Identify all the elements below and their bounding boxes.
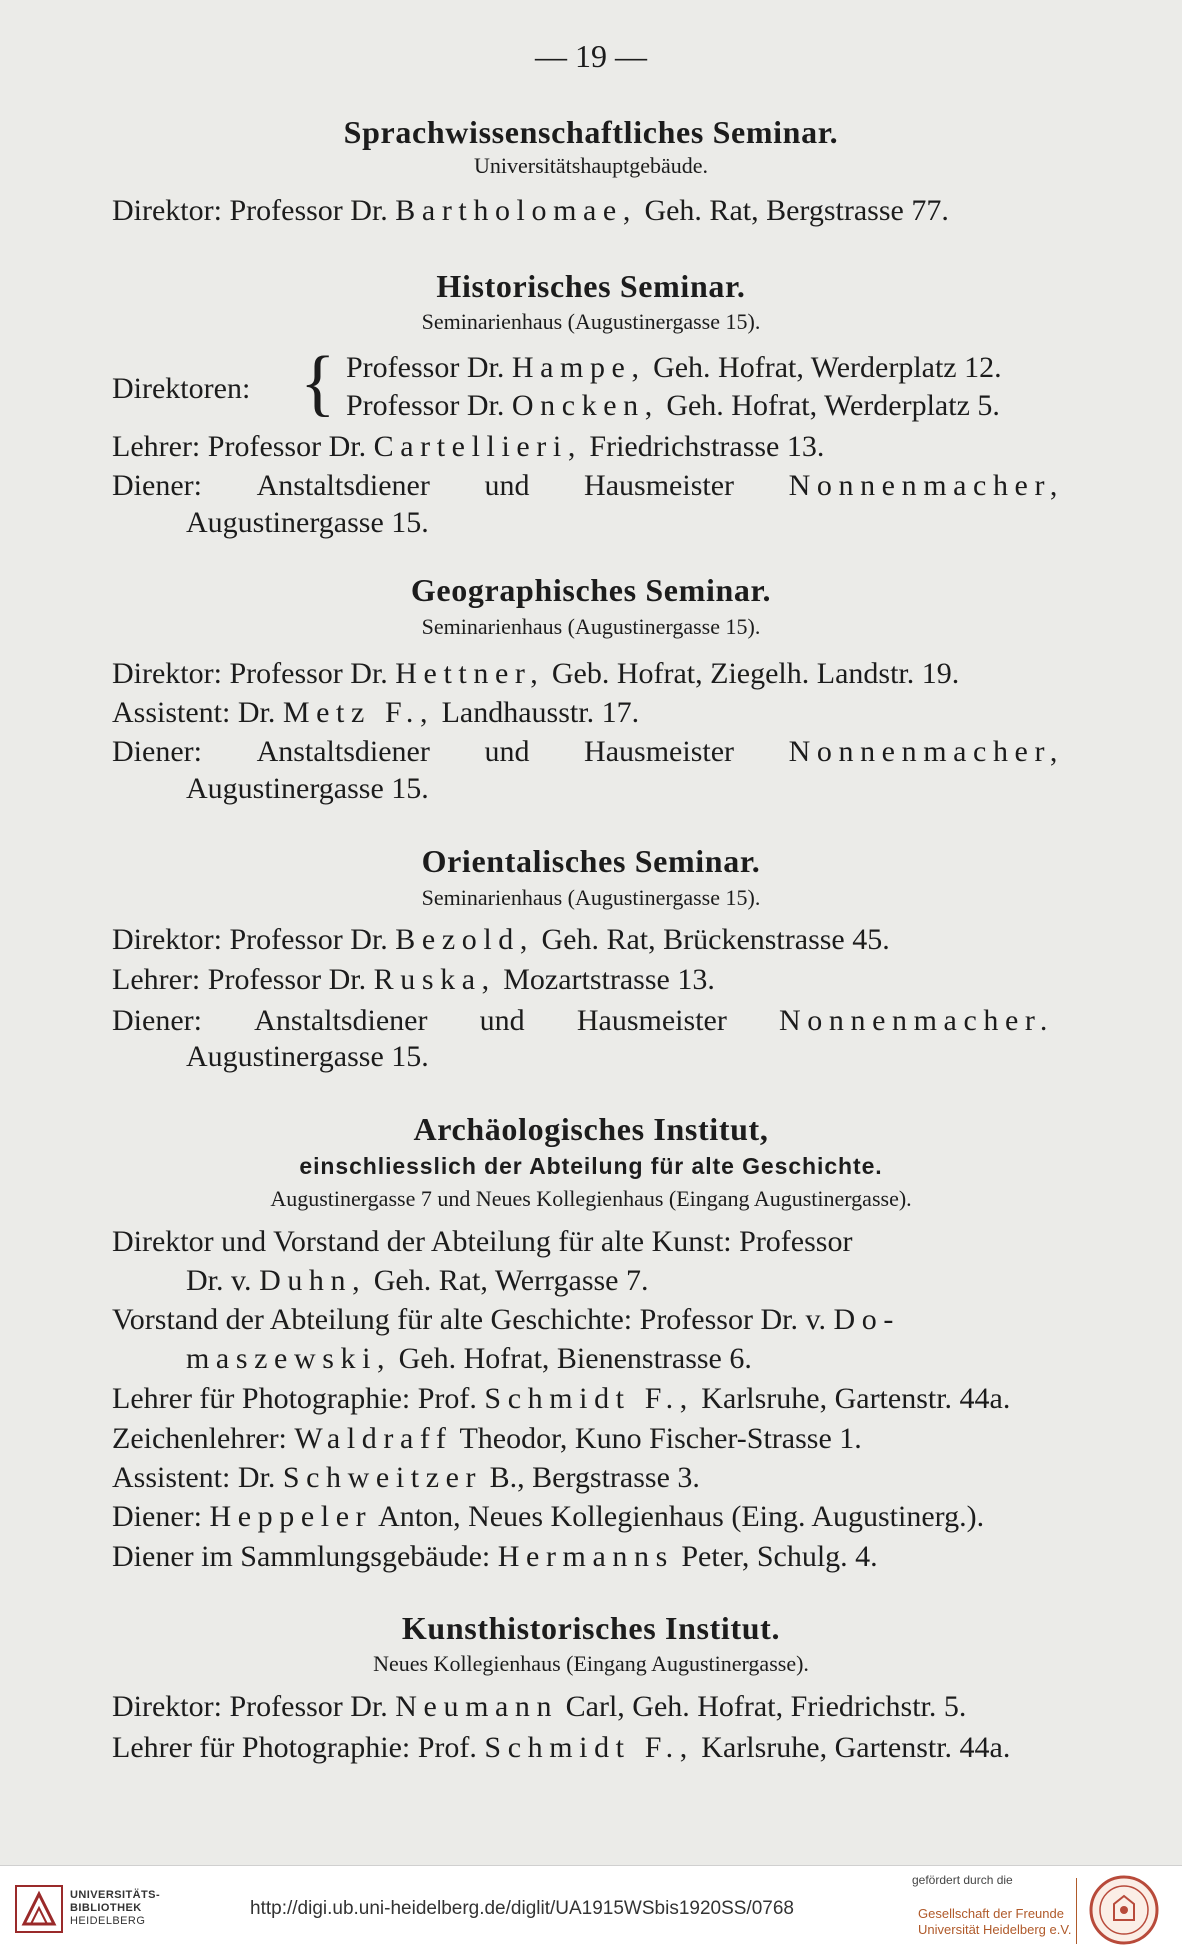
section-subheading: einschliesslich der Abteilung für alte Geschichte.	[299, 1153, 883, 1179]
page-number: — 19 —	[535, 38, 647, 74]
servant-line: Diener: Anstaltsdiener und Hausmeister Nonnenmacher.	[112, 1004, 1054, 1037]
permalink-url[interactable]: http://digi.ub.uni-heidelberg.de/diglit/UA1915WSbis1920SS/0768	[250, 1898, 794, 1919]
servant-line: Diener: Anstaltsdiener und Hausmeister Nonnenmacher,	[112, 469, 1064, 502]
section-heading-archaeologisch: Archäologisches Institut,	[413, 1111, 769, 1147]
servant-address: Augustinergasse 15.	[186, 506, 429, 539]
director-line: Direktor: Professor Dr. Bezold, Geh. Rat, Brückenstrasse 45.	[112, 923, 890, 956]
section-location: Universitätshauptgebäude.	[474, 153, 708, 178]
director-line-cont: Dr. v. Duhn, Geh. Rat, Werrgasse 7.	[186, 1264, 649, 1297]
directors-label: Direktoren:	[112, 372, 251, 405]
photography-teacher-line: Lehrer für Photographie: Prof. Schmidt F., Karlsruhe, Gartenstr. 44a.	[112, 1731, 1011, 1764]
servant-address: Augustinergasse 15.	[186, 772, 429, 805]
photography-teacher-line: Lehrer für Photographie: Prof. Schmidt F., Karlsruhe, Gartenstr. 44a.	[112, 1382, 1011, 1415]
brace-glyph: {	[300, 342, 336, 424]
section-heading-kunsthistorisch: Kunsthistorisches Institut.	[401, 1610, 781, 1646]
section-heading-geographisch: Geographisches Seminar.	[410, 572, 772, 608]
teacher-line: Lehrer: Professor Dr. Cartellieri, Friedrichstrasse 13.	[112, 430, 825, 463]
sponsor-name-line: Universität Heidelberg e.V.	[918, 1922, 1072, 1937]
drawing-teacher-line: Zeichenlehrer: Waldraff Theodor, Kuno Fischer-Strasse 1.	[112, 1422, 862, 1455]
servant-address: Augustinergasse 15.	[186, 1040, 429, 1073]
footer-divider	[1076, 1878, 1077, 1944]
section-heading-sprachwissenschaft: Sprachwissenschaftliches Seminar.	[343, 114, 839, 150]
director-line: Professor Dr. Oncken, Geh. Hofrat, Werderplatz 5.	[346, 389, 1000, 422]
library-name-line: HEIDELBERG	[70, 1915, 146, 1927]
servant-line: Diener: Heppeler Anton, Neues Kollegienhaus (Eing. Augustinerg.).	[112, 1500, 985, 1533]
servant-line: Diener: Anstaltsdiener und Hausmeister Nonnenmacher,	[112, 735, 1064, 768]
director-line: Direktor und Vorstand der Abteilung für alte Kunst: Professor	[112, 1225, 853, 1258]
sponsor-label: gefördert durch die	[912, 1873, 1013, 1887]
vorstand-line: Vorstand der Abteilung für alte Geschichte: Professor Dr. v. Do-	[112, 1303, 900, 1336]
library-name-line: BIBLIOTHEK	[70, 1902, 142, 1914]
university-seal-icon	[1088, 1874, 1160, 1946]
vorstand-line-cont: maszewski, Geh. Hofrat, Bienenstrasse 6.	[186, 1342, 752, 1375]
sponsor-name-line: Gesellschaft der Freunde	[918, 1906, 1064, 1921]
library-name-line: UNIVERSITÄTS-	[70, 1889, 161, 1901]
section-heading-historisch: Historisches Seminar.	[436, 268, 746, 304]
section-location: Augustinergasse 7 und Neues Kollegienhaus (Eingang Augustinergasse).	[270, 1186, 912, 1211]
teacher-line: Lehrer: Professor Dr. Ruska, Mozartstrasse 13.	[112, 963, 715, 996]
director-line: Direktor: Professor Dr. Bartholomae, Geh. Rat, Bergstrasse 77.	[112, 194, 949, 227]
director-line: Direktor: Professor Dr. Hettner, Geb. Hofrat, Ziegelh. Landstr. 19.	[112, 657, 960, 690]
footer-bar	[0, 1865, 1182, 1953]
collection-servant-line: Diener im Sammlungsgebäude: Hermanns Peter, Schulg. 4.	[112, 1540, 878, 1573]
section-location: Seminarienhaus (Augustinergasse 15).	[421, 614, 761, 639]
section-location: Seminarienhaus (Augustinergasse 15).	[421, 885, 761, 910]
section-location: Seminarienhaus (Augustinergasse 15).	[421, 309, 761, 334]
library-logo-icon[interactable]	[14, 1884, 64, 1934]
assistant-line: Assistent: Dr. Schweitzer B., Bergstrasse 3.	[112, 1461, 700, 1494]
section-location: Neues Kollegienhaus (Eingang Augustinergasse).	[373, 1651, 809, 1676]
director-line: Direktor: Professor Dr. Neumann Carl, Geh. Hofrat, Friedrichstr. 5.	[112, 1690, 967, 1723]
director-line: Professor Dr. Hampe, Geh. Hofrat, Werderplatz 12.	[346, 351, 1002, 384]
section-heading-orientalisch: Orientalisches Seminar.	[421, 843, 761, 879]
assistant-line: Assistent: Dr. Metz F., Landhausstr. 17.	[112, 696, 640, 729]
